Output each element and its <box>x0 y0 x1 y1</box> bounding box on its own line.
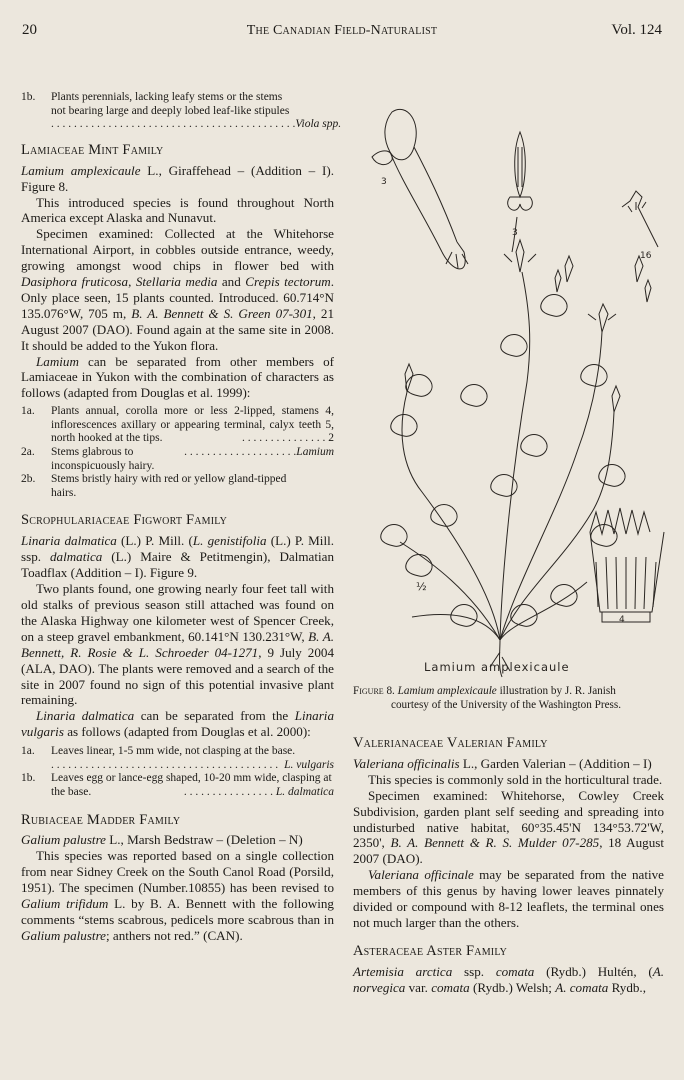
section-heading-lamiaceae: Lamiaceae Mint Family <box>21 141 164 158</box>
paragraph: Lamium can be separated from other members of Lamiaceae in Yukon with the combination of characters as follows (adapted from Douglas et al. 1999): <box>21 353 334 401</box>
paragraph: Specimen examined: Whitehorse, Cowley Creek Subdivision, garden plant self seeding and spreading into undisturbed native habitat, 60°35.45'N 134°53.72'W, 2350', B. A. Bennett & R. S. Mulder 07-285, 18 August 2007 (DAO). <box>353 787 664 867</box>
key-text: not bearing large and deeply lobed leaf-like stipules <box>51 104 290 117</box>
key-row: 1b. Leaves egg or lance-egg shaped, 10-20 mm wide, clasping at the base. . . . . . . . . . . . . . . . . L. dalmatica <box>21 772 334 798</box>
running-header <box>22 22 662 44</box>
figure-caption: Figure 8. Lamium amplexicaule illustration by J. R. Janish courtesy of the University of the Washington Press. <box>353 685 622 711</box>
figure-plant-name: Lamium amplexicaule <box>424 660 570 674</box>
section-heading-scrophulariaceae: Scrophulariaceae Figwort Family <box>21 512 228 529</box>
paragraph: This species was reported based on a single collection from near Sidney Creek on the South Canol Road (Porsild, 1951). The specimen (Number.10855) has been revised to Galium trifidum L. by B. A. Bennett with the following comments “stems scabrous, pedicels more scabrous than in Galium palustre; anthers not red.” (CAN). <box>21 848 334 943</box>
figure-label: 4 <box>619 615 625 625</box>
section-heading-valerianaceae: Valerianaceae Valerian Family <box>353 735 548 751</box>
species-line: Valeriana officinalis L., Garden Valerian – (Addition – I) <box>353 755 652 771</box>
section-heading-asteraceae: Asteraceae Aster Family <box>353 942 508 959</box>
right-column <box>353 736 664 996</box>
species-line: Artemisia arctica ssp. comata (Rydb.) Hultén, (A. norvegica var. comata (Rydb.) Welsh; A. comata Rydb., <box>353 963 665 995</box>
left-column <box>21 91 342 944</box>
figure-label: 3 <box>381 177 387 187</box>
figure-lamium-illustration <box>352 92 672 682</box>
key-row: 1a. Leaves linear, 1-5 mm wide, not clasping at the base. . . . . . . . . . . . . . . . . . . . . . . . . . . . . . . . . . . . . . . . . L. vulgaris <box>21 745 334 771</box>
paragraph: Linaria dalmatica can be separated from the Linaria vulgaris as follows (adapted from Douglas et al. 2000): <box>21 708 334 740</box>
viola-key <box>21 91 342 132</box>
linaria-key <box>21 745 334 799</box>
volume-label: Vol. 124 <box>611 22 662 38</box>
lamium-key: 1a. Plants annual, corolla more or less 2-lipped, stamens 4, inflorescences axillary or appearing terminal, calyx teeth 5, north hooked at the tips. . . . . . . . . . . . . . . . 2 2a. Stems glabrous to inconspicuously hairy. . . . . . . . . . . . . . . . . . . . . Lamium 2b. Stems bristly hairy with red or yellow gland-tipped hairs. <box>21 405 334 499</box>
species-line: Lamium amplexicaule L., Giraffehead – (Addition – I). Figure 8. <box>21 162 334 194</box>
section-heading-rubiaceae: Rubiaceae Madder Family <box>21 811 181 828</box>
botanical-drawing <box>352 92 672 682</box>
paragraph: This species is commonly sold in the horticultural trade. <box>368 771 663 787</box>
key-row: 2a. Stems glabrous to inconspicuously hairy. . . . . . . . . . . . . . . . . . . . . Lamium <box>21 446 334 472</box>
species-line: Galium palustre L., Marsh Bedstraw – (Deletion – N) <box>21 832 303 848</box>
paragraph: Valeriana officinale may be separated from the native members of this genus by having lower leaves pinnately divided or compound with 8-12 leaflets, the terminal ones not much larger than the others. <box>353 867 664 930</box>
key-leader: . . . . . . . . . . . . . . . . . . . . . . . . . . . . . . . . . . . . . . . . . . . <box>51 118 296 131</box>
figure-label: ½ <box>416 580 427 593</box>
key-row: 2b. Stems bristly hairy with red or yellow gland-tipped hairs. <box>21 473 287 499</box>
page-number: 20 <box>22 22 37 38</box>
paragraph: This introduced species is found throughout North America except Alaska and Nunavut. <box>21 194 334 226</box>
key-result: Viola spp. <box>295 118 342 131</box>
paragraph: Two plants found, one growing nearly four feet tall with old stalks of previous season still attached was found on the Alaska Highway one kilometer west of Spencer Creek, on a steep gravel embankment, 60.141°N 130.231°W, B. A. Bennett, R. Rosie & L. Schroeder 04-1271, 9 July 2004 (ALA, DAO). The plants were removed and a search of the site in 2007 found no sign of this potential invasive plant remaining. <box>21 581 334 708</box>
species-line: Linaria dalmatica (L.) P. Mill. (L. genistifolia (L.) P. Mill. ssp. dalmatica (L.) Maire & Petitmengin), Dalmatian Toadflax (Addition – I). Figure 9. <box>21 533 334 581</box>
key-text: Plants perennials, lacking leafy stems or the stems <box>51 91 283 103</box>
paragraph: Specimen examined: Collected at the Whitehorse International Airport, in cobbles outside entrance, weedy, growing amongst wood chips in flower bed with Dasiphora fruticosa, Stellaria media and Crepis tectorum. Only place seen, 15 plants counted. Introduced. 60.714°N 135.076°W, 705 m, B. A. Bennett & S. Green 07-301, 21 August 2007 (DAO). Found again at the same site in 2008. It should be added to the Yukon flora. <box>21 226 335 353</box>
figure-label: 16 <box>640 251 652 261</box>
key-row <box>21 91 342 132</box>
key-number: 1b. <box>21 91 36 103</box>
journal-title: The Canadian Field-Naturalist <box>246 23 438 38</box>
key-row: 1a. Plants annual, corolla more or less 2-lipped, stamens 4, inflorescences axillary or appearing terminal, calyx teeth 5, north hooked at the tips. <box>21 405 334 445</box>
figure-label: 3 <box>512 228 518 238</box>
